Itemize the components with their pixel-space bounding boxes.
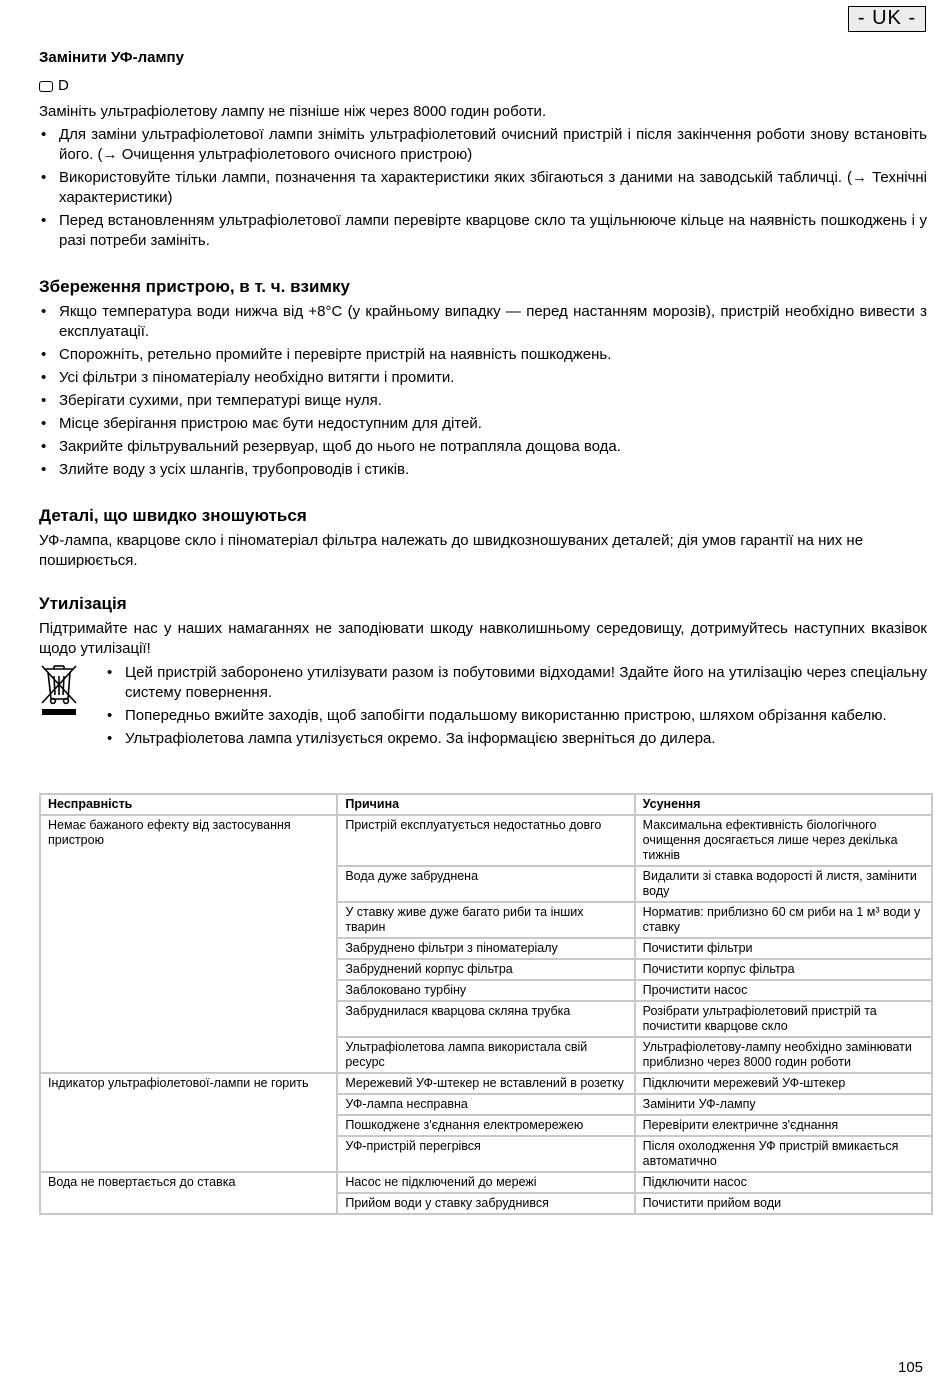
uv-lamp-list [39, 125, 927, 251]
cause-cell: У ставку живе дуже багато риби та інших тварин [338, 903, 633, 937]
crossed-out-wheelie-bin-icon [39, 663, 87, 752]
model-line [39, 76, 927, 96]
remedy-cell: Підключити мережевий УФ-штекер [636, 1074, 931, 1093]
storage-list [39, 302, 927, 480]
list-item: • Зберігати сухими, при температурі вище нуля. [39, 391, 927, 411]
table-row [41, 1074, 931, 1093]
language-badge: - UK - [848, 6, 926, 32]
list-item: • Попередньо вжийте заходів, щоб запобігти подальшому використанню пристрою, шляхом обрізання кабелю. [105, 706, 927, 726]
cause-cell: Ультрафіолетова лампа використала свій ресурс [338, 1038, 633, 1072]
list-item: • Ультрафіолетова лампа утилізується окремо. За інформацією зверніться до дилера. [105, 729, 927, 749]
list-item: • Злийте воду з усіх шлангів, трубопроводів і стиків. [39, 460, 927, 480]
fault-cell: Індикатор ультрафіолетової-лампи не горить [41, 1074, 336, 1171]
fault-cell: Немає бажаного ефекту від застосування пристрою [41, 816, 336, 1072]
section-storage [39, 276, 927, 480]
section-uv-lamp [39, 48, 927, 251]
remedy-cell: Норматив: приблизно 60 см риби на 1 м³ води у ставку [636, 903, 931, 937]
column-header-cause: Причина [338, 795, 633, 814]
remedy-cell: Прочистити насос [636, 981, 931, 1000]
list-item: • Цей пристрій заборонено утилізувати разом із побутовими відходами! Здайте його на утилізацію через спеціальну систему повернення. [105, 663, 927, 703]
remedy-cell: Ультрафіолетову-лампу необхідно замінювати приблизно через 8000 годин роботи [636, 1038, 931, 1072]
uv-lamp-intro: Замініть ультрафіолетову лампу не пізніше ніж через 8000 годин роботи. [39, 103, 547, 120]
troubleshooting-table [39, 793, 933, 1215]
content [39, 48, 927, 752]
list-item: • Усі фільтри з піноматеріалу необхідно витягти і промити. [39, 368, 927, 388]
list-item: • Спорожніть, ретельно промийте і перевірте пристрій на наявність пошкоджень. [39, 345, 927, 365]
remedy-cell: Почистити прийом води [636, 1194, 931, 1213]
cause-cell: Насос не підключений до мережі [338, 1173, 633, 1192]
table-header-row [41, 795, 931, 814]
remedy-cell: Максимальна ефективність біологічного очищення досягається лише через декілька тижнів [636, 816, 931, 865]
list-item: • Використовуйте тільки лампи, позначення та характеристики яких збігаються з даними на заводській табличці. (→ Технічні характеристики) [39, 168, 927, 208]
section-disposal [39, 593, 927, 752]
cause-cell: Пристрій експлуатується недостатньо довго [338, 816, 633, 865]
page-number: 105 [898, 1359, 924, 1376]
disposal-list [105, 663, 927, 752]
remedy-cell: Видалити зі ставка водорості й листя, замінити воду [636, 867, 931, 901]
section-wear-parts [39, 505, 927, 571]
cause-cell: Забруднилася кварцова скляна трубка [338, 1002, 633, 1036]
remedy-cell: Замінити УФ-лампу [636, 1095, 931, 1114]
fault-cell: Вода не повертається до ставка [41, 1173, 336, 1213]
disposal-block [39, 663, 927, 752]
cause-cell: Забруднено фільтри з піноматеріалу [338, 939, 633, 958]
list-item: • Місце зберігання пристрою має бути недоступним для дітей. [39, 414, 927, 434]
cause-cell: УФ-лампа несправна [338, 1095, 633, 1114]
remedy-cell: Почистити корпус фільтра [636, 960, 931, 979]
list-item: • Якщо температура води нижча від +8°C (у крайньому випадку — перед настанням морозів), пристрій необхідно вивести з експлуатації. [39, 302, 927, 342]
table-row [41, 816, 931, 865]
cause-cell: Пошкоджене з'єднання електромережею [338, 1116, 633, 1135]
remedy-cell: Розібрати ультрафіолетовий пристрій та почистити кварцове скло [636, 1002, 931, 1036]
model-label: D [58, 77, 69, 94]
column-header-fault: Несправність [41, 795, 336, 814]
device-model-icon [39, 81, 53, 92]
cause-cell: Мережевий УФ-штекер не вставлений в розетку [338, 1074, 633, 1093]
section-title-disposal: Утилізація [39, 594, 127, 613]
cause-cell: Прийом води у ставку забруднився [338, 1194, 633, 1213]
section-title-wear-parts: Деталі, що швидко зношуються [39, 506, 307, 525]
section-title-uv-lamp: Замінити УФ-лампу [39, 49, 184, 66]
table-row [41, 1173, 931, 1192]
cause-cell: Вода дуже забруднена [338, 867, 633, 901]
list-item: • Для заміни ультрафіолетової лампи зніміть ультрафіолетовий очисний пристрій і після закінчення роботи знову встановіть його. (→ Очищення ультрафіолетового очисного пристрою) [39, 125, 927, 165]
wear-parts-text: УФ-лампа, кварцове скло і піноматеріал фільтра належать до швидкозношуваних деталей; дія умов гарантії на них не поширюється. [39, 532, 864, 569]
cause-cell: Забруднений корпус фільтра [338, 960, 633, 979]
list-item: • Закрийте фільтрувальний резервуар, щоб до нього не потрапляла дощова вода. [39, 437, 927, 457]
cause-cell: Заблоковано турбіну [338, 981, 633, 1000]
cause-cell: УФ-пристрій перегрівся [338, 1137, 633, 1171]
section-title-storage: Збереження пристрою, в т. ч. взимку [39, 277, 350, 296]
disposal-intro: Підтримайте нас у наших намаганнях не заподіювати шкоду навколишньому середовищу, дотримуйтесь наступних вказівок щодо утилізації! [39, 620, 927, 657]
remedy-cell: Підключити насос [636, 1173, 931, 1192]
column-header-remedy: Усунення [636, 795, 931, 814]
remedy-cell: Почистити фільтри [636, 939, 931, 958]
remedy-cell: Після охолодження УФ пристрій вмикається автоматично [636, 1137, 931, 1171]
list-item: • Перед встановленням ультрафіолетової лампи перевірте кварцове скло та ущільнююче кільце на наявність пошкоджень і у разі потреби замініть. [39, 211, 927, 251]
remedy-cell: Перевірити електричне з'єднання [636, 1116, 931, 1135]
